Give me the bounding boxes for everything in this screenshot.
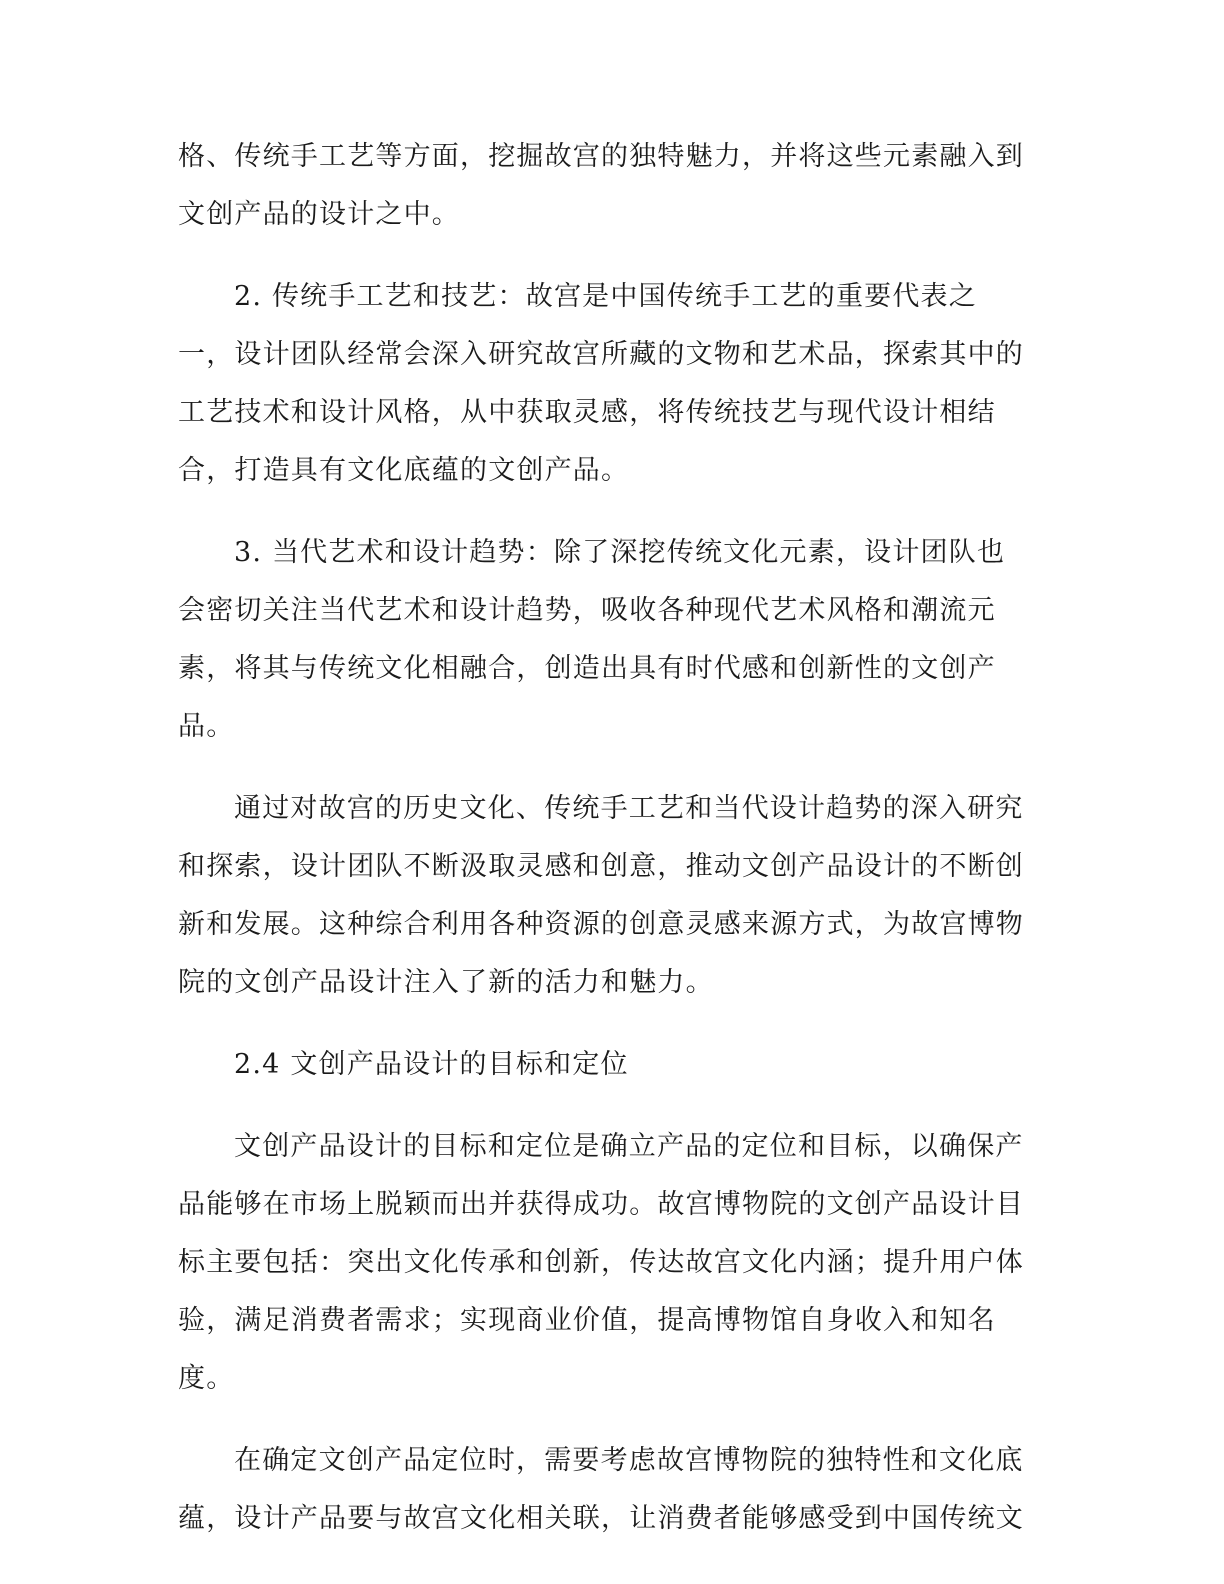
body-paragraph-continuation: 格、传统手工艺等方面，挖掘故宫的独特魅力，并将这些元素融入到文创产品的设计之中。 bbox=[178, 141, 1024, 230]
section-heading: 2.4 文创产品设计的目标和定位 bbox=[234, 1049, 629, 1080]
body-paragraph-trends: 3. 当代艺术和设计趋势：除了深挖传统文化元素，设计团队也会密切关注当代艺术和设计趋势，吸收各种现代艺术风格和潮流元素，将其与传统文化相融合，创造出具有时代感和创新性的文创产品。 bbox=[178, 537, 1006, 742]
body-paragraph-crafts: 2. 传统手工艺和技艺：故宫是中国传统手工艺的重要代表之一，设计团队经常会深入研究故宫所藏的文物和艺术品，探索其中的工艺技术和设计风格，从中获取灵感，将传统技艺与现代设计相结合，打造具有文化底蕴的文创产品。 bbox=[178, 281, 1024, 486]
document-page bbox=[178, 128, 1028, 1572]
body-paragraph-positioning: 在确定文创产品定位时，需要考虑故宫博物院的独特性和文化底蕴，设计产品要与故宫文化相关联，让消费者能够感受到中国传统文 bbox=[178, 1445, 1024, 1534]
body-paragraph-goals: 文创产品设计的目标和定位是确立产品的定位和目标，以确保产品能够在市场上脱颖而出并获得成功。故宫博物院的文创产品设计目标主要包括：突出文化传承和创新，传达故宫文化内涵；提升用户体验，满足消费者需求；实现商业价值，提高博物馆自身收入和知名度。 bbox=[178, 1131, 1024, 1394]
body-paragraph-summary: 通过对故宫的历史文化、传统手工艺和当代设计趋势的深入研究和探索，设计团队不断汲取灵感和创意，推动文创产品设计的不断创新和发展。这种综合利用各种资源的创意灵感来源方式，为故宫博物院的文创产品设计注入了新的活力和魅力。 bbox=[178, 793, 1024, 998]
